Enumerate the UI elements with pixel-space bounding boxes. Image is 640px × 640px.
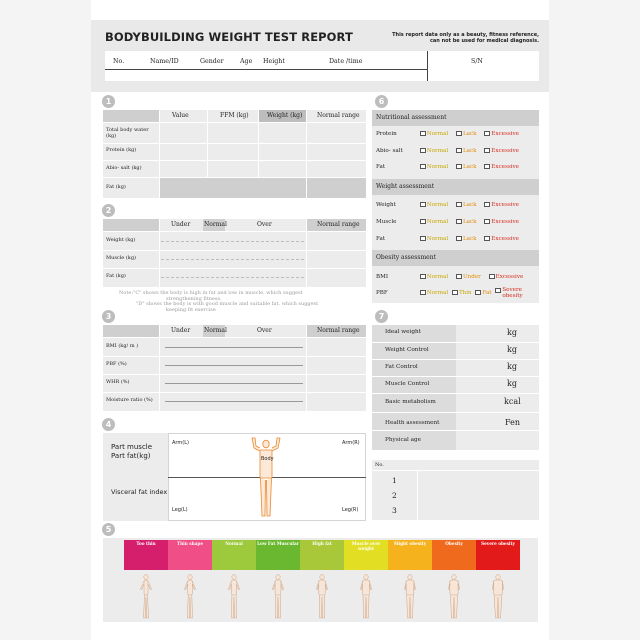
pbf-normal-checkbox[interactable]: Normal bbox=[420, 290, 448, 296]
body-type-figure-icon bbox=[447, 572, 461, 620]
s1-row-total-body-water: Total body water (kg) bbox=[106, 127, 149, 139]
field-date-time: Date /time bbox=[329, 58, 363, 65]
s1-row-fat: Fat (kg) bbox=[106, 184, 126, 190]
nutritional-assessment-title: Nutritional assessment bbox=[376, 114, 447, 121]
body-type-segment bbox=[432, 540, 476, 570]
s3-col-normal-range: Normal range bbox=[317, 327, 360, 334]
s1-row-protein: Protein (kg) bbox=[106, 147, 137, 153]
body-type-scale bbox=[124, 540, 520, 570]
basic-metabolism-label: Basic metabolism bbox=[385, 399, 436, 405]
number-list-panel bbox=[372, 460, 539, 520]
body-label: Body bbox=[261, 456, 274, 462]
body-type-segment bbox=[388, 540, 432, 570]
body-type-label: Muscle over weight bbox=[351, 541, 381, 551]
no-item-1: 1 bbox=[392, 476, 397, 485]
field-sn: S/N bbox=[471, 58, 483, 65]
physical-age-label: Physical age bbox=[385, 437, 422, 443]
weight-control-unit: kg bbox=[507, 345, 517, 354]
arm-left-label: Arm(L) bbox=[172, 440, 189, 446]
section-2-number: 2 bbox=[102, 204, 115, 217]
body-type-figure-icon bbox=[315, 572, 329, 620]
section-1-number: 1 bbox=[102, 95, 115, 108]
body-type-label: Obesity bbox=[445, 541, 463, 546]
bmi-row: BMI Normal Under Excessive bbox=[376, 274, 524, 280]
body-type-label: Slight obesity bbox=[393, 541, 427, 546]
s2-row-muscle: Muscle (kg) bbox=[106, 255, 136, 261]
field-height: Height bbox=[263, 58, 285, 65]
section-4-number: 4 bbox=[102, 418, 115, 431]
disclaimer: This report data only as a beauty, fitness reference, can not be used for medical diagnosis. bbox=[392, 32, 539, 44]
body-type-label: High fat bbox=[312, 541, 332, 546]
weight-normal-checkbox[interactable]: Normal bbox=[420, 202, 448, 208]
body-type-figure-icon bbox=[139, 572, 153, 620]
part-fat-label: Part fat(kg) bbox=[111, 452, 151, 460]
no-item-3: 3 bbox=[392, 506, 397, 515]
muscle-control-unit: kg bbox=[507, 379, 517, 388]
body-type-label: Low Fat Muscular bbox=[257, 541, 299, 546]
s2-col-normal: Normal bbox=[204, 221, 227, 228]
health-assessment-unit: Fen bbox=[505, 418, 520, 427]
s3-col-over: Over bbox=[257, 327, 272, 334]
s2-col-normal-range: Normal range bbox=[317, 221, 360, 228]
weight-fat-lack-checkbox[interactable]: Lack bbox=[456, 236, 477, 242]
abio-salt-lack-checkbox[interactable]: Lack bbox=[456, 148, 477, 154]
nutrition-fat-row: Fat Normal Lack Excessive bbox=[376, 164, 519, 170]
weight-assessment-title: Weight assessment bbox=[376, 183, 435, 190]
body-type-label: Normal bbox=[225, 541, 243, 546]
s1-row-abio-salt: Abio- salt (kg) bbox=[106, 165, 142, 171]
body-type-segment bbox=[212, 540, 256, 570]
weight-lack-checkbox[interactable]: Lack bbox=[456, 202, 477, 208]
fields-underline bbox=[105, 69, 427, 70]
visceral-fat-label: Visceral fat index bbox=[111, 488, 168, 496]
muscle-excessive-checkbox[interactable]: Excessive bbox=[484, 219, 519, 225]
body-type-segment bbox=[344, 540, 388, 570]
body-type-figure-icon bbox=[359, 572, 373, 620]
s3-row-bmi: BMI (kg/ m ) bbox=[106, 343, 139, 349]
fat-control-unit: kg bbox=[507, 362, 517, 371]
obesity-assessment-title: Obesity assessment bbox=[376, 254, 436, 261]
arm-right-label: Arm(R) bbox=[342, 440, 360, 446]
field-age: Age bbox=[240, 58, 253, 65]
no-item-2: 2 bbox=[392, 491, 397, 500]
leg-right-label: Leg(R) bbox=[342, 507, 359, 513]
body-type-figure-icon bbox=[183, 572, 197, 620]
protein-excessive-checkbox[interactable]: Excessive bbox=[484, 131, 519, 137]
field-no: No. bbox=[113, 58, 125, 65]
section-7-number: 7 bbox=[375, 310, 388, 323]
body-type-figure-icon bbox=[491, 572, 505, 620]
abio-salt-normal-checkbox[interactable]: Normal bbox=[420, 148, 448, 154]
field-name-id: Name/ID bbox=[150, 58, 179, 65]
ideal-weight-label: Ideal weight bbox=[385, 329, 421, 335]
weight-control-label: Weight Control bbox=[385, 347, 429, 353]
s2-col-over: Over bbox=[257, 221, 272, 228]
s2-row-fat: Fat (kg) bbox=[106, 273, 126, 279]
bmi-normal-checkbox[interactable]: Normal bbox=[420, 274, 448, 280]
body-type-figure-icon bbox=[227, 572, 241, 620]
part-muscle-label: Part muscle bbox=[111, 443, 153, 451]
muscle-lack-checkbox[interactable]: Lack bbox=[456, 219, 477, 225]
bmi-under-checkbox[interactable]: Under bbox=[456, 274, 481, 280]
s1-col-value: Value bbox=[172, 112, 189, 119]
pbf-fat-checkbox[interactable]: Fat bbox=[475, 290, 491, 296]
section-5-number: 5 bbox=[102, 523, 115, 536]
body-type-figure-icon bbox=[271, 572, 285, 620]
fat-control-label: Fat Control bbox=[385, 364, 418, 370]
protein-normal-checkbox[interactable]: Normal bbox=[420, 131, 448, 137]
fields-divider bbox=[427, 51, 428, 81]
section-6-number: 6 bbox=[375, 95, 388, 108]
s1-fat-row-bg bbox=[159, 178, 366, 198]
s3-row-whr: WHR (%) bbox=[106, 379, 130, 385]
body-type-segment bbox=[124, 540, 168, 570]
body-type-figure-icon bbox=[403, 572, 417, 620]
weight-fat-excessive-checkbox[interactable]: Excessive bbox=[484, 236, 519, 242]
nutrition-fat-normal-checkbox[interactable]: Normal bbox=[420, 164, 448, 170]
s3-row-pbf: PBF (%) bbox=[106, 361, 127, 367]
body-figure-icon bbox=[247, 434, 285, 520]
muscle-control-label: Muscle Control bbox=[385, 381, 430, 387]
body-type-segment bbox=[168, 540, 212, 570]
protein-row: Protein Normal Lack Excessive bbox=[376, 131, 519, 137]
body-figure bbox=[247, 434, 285, 520]
s1-col-ffm: FFM (kg) bbox=[220, 112, 249, 119]
pbf-thin-checkbox[interactable]: Thin bbox=[452, 290, 472, 296]
section-2-note: Note:"C" shows the body is high in fat and low in muscle, which suggest strengthening fitness. "D" shows the body is with good muscle and suitable fat, which suggest keeping fit exercise bbox=[119, 290, 319, 313]
report-title: BODYBUILDING WEIGHT TEST REPORT bbox=[105, 30, 353, 44]
s3-col-normal: Normal bbox=[204, 327, 227, 334]
body-type-figures bbox=[124, 572, 520, 620]
nutrition-fat-lack-checkbox[interactable]: Lack bbox=[456, 164, 477, 170]
weight-row: Weight Normal Lack Excessive bbox=[376, 202, 519, 208]
bmi-excessive-checkbox[interactable]: Excessive bbox=[489, 274, 524, 280]
info-fields-box bbox=[105, 51, 539, 81]
weight-fat-normal-checkbox[interactable]: Normal bbox=[420, 236, 448, 242]
leg-left-label: Leg(L) bbox=[172, 507, 188, 513]
body-type-label: Thin shape bbox=[177, 541, 203, 546]
nutrition-fat-excessive-checkbox[interactable]: Excessive bbox=[484, 164, 519, 170]
section-3-number: 3 bbox=[102, 310, 115, 323]
abio-salt-excessive-checkbox[interactable]: Excessive bbox=[484, 148, 519, 154]
abio-salt-row: Abio- salt Normal Lack Excessive bbox=[376, 148, 519, 154]
body-type-segment bbox=[300, 540, 344, 570]
s1-corner bbox=[103, 110, 159, 122]
field-gender: Gender bbox=[200, 58, 224, 65]
s1-col-weight: Weight (kg) bbox=[267, 112, 303, 119]
body-type-label: Too thin bbox=[136, 541, 156, 546]
body-type-segment bbox=[256, 540, 300, 570]
s2-col-under: Under bbox=[171, 221, 191, 228]
pbf-row: PBF Normal Thin Fat Severe obesity bbox=[376, 287, 523, 299]
s3-col-under: Under bbox=[171, 327, 191, 334]
no-label: No. bbox=[375, 462, 384, 468]
basic-metabolism-unit: kcal bbox=[504, 397, 521, 406]
pbf-severe-obesity-checkbox[interactable]: Severe obesity bbox=[495, 288, 522, 299]
protein-lack-checkbox[interactable]: Lack bbox=[456, 131, 477, 137]
report-sheet bbox=[91, 0, 549, 640]
muscle-normal-checkbox[interactable]: Normal bbox=[420, 219, 448, 225]
s1-col-normal-range: Normal range bbox=[317, 112, 360, 119]
weight-fat-row: Fat Normal Lack Excessive bbox=[376, 236, 519, 242]
muscle-row: Muscle Normal Lack Excessive bbox=[376, 219, 519, 225]
s2-row-weight: Weight (kg) bbox=[106, 237, 136, 243]
body-type-label: Severe obesity bbox=[481, 541, 515, 546]
s3-row-moisture-ratio: Moisture ratio (%) bbox=[106, 397, 153, 403]
weight-excessive-checkbox[interactable]: Excessive bbox=[484, 202, 519, 208]
health-assessment-label: Health assessment bbox=[385, 420, 440, 426]
ideal-weight-unit: kg bbox=[507, 328, 517, 337]
body-type-segment bbox=[476, 540, 520, 570]
